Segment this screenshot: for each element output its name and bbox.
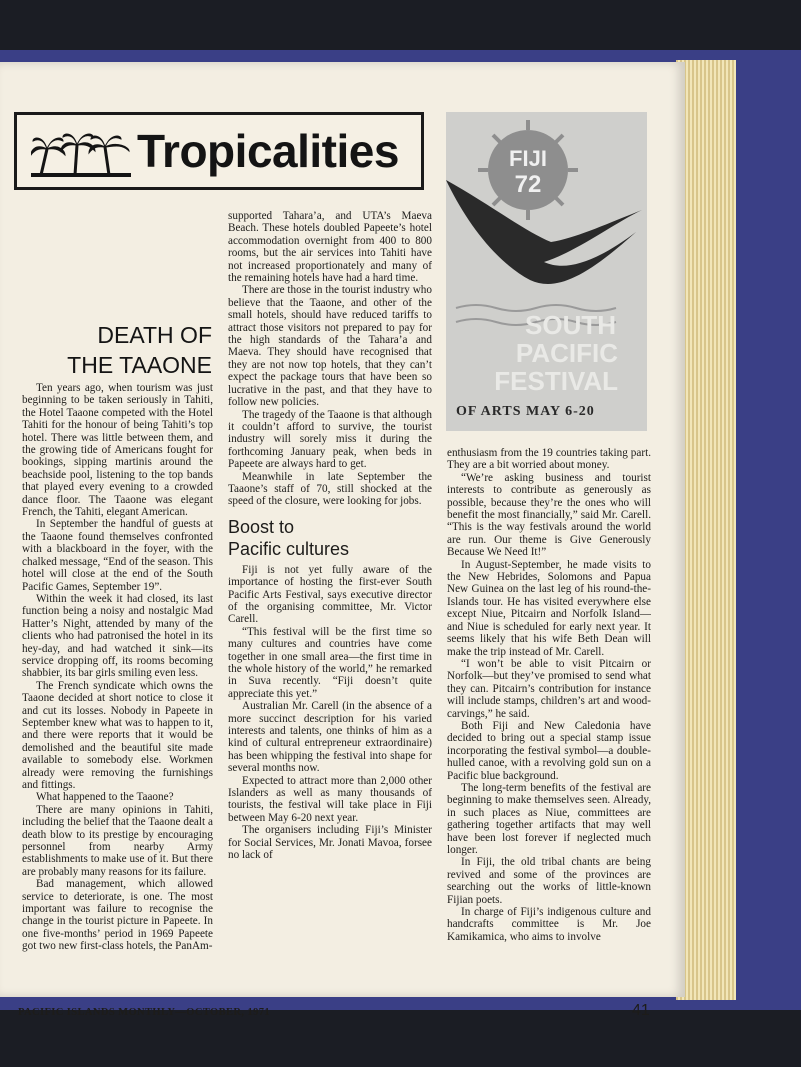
subhead-line-2: Pacific cultures — [228, 538, 350, 559]
magazine-page — [0, 62, 685, 1019]
poster-artwork — [446, 112, 647, 431]
page-number: 41 — [632, 1002, 650, 1019]
poster-line-2: PACIFIC — [515, 338, 618, 368]
paragraph: “This festival will be the first time so many cultures and countries have come together in one small area—the first time in the whole history of the world,” he remarked in Suva recently. “Fiji doesn’t quite appreciate this yet.” — [228, 625, 432, 700]
poster-sun-text-2: 72 — [514, 171, 542, 198]
article-subheading — [228, 516, 432, 560]
paragraph: Both Fiji and New Caledonia have decided to bring out a special stamp issue incorporating the festival symbol—a double-hulled canoe, with a revolving gold sun on a Pacific blue background. — [447, 719, 651, 782]
paragraph: “We’re asking business and tourist interests to contribute as generously as possible, because they’re the ones who will benefit the most financially,” said Mr. Carell. “This is the way festivals around the world are run. Our theme is Give Generously Because We Need It!” — [447, 471, 651, 559]
subhead-line-1: Boost to — [228, 516, 295, 537]
section-title: Tropicalities — [137, 125, 399, 177]
paragraph: Ten years ago, when tourism was just beginning to be taken seriously in Tahiti, the Hotel Taaone competed with the Hotel Tahiti for the honour of being Tahiti’s top hotel. There was little between them, and the growing tide of Americans fought for bookings, sipping martinis around the beachside pool, listening to the top bands that played every evening to a crowded dance floor. The Taaone was elegant French, the Tahiti, elegant American. — [22, 382, 213, 519]
paragraph: enthusiasm from the 19 countries taking part. They are a bit worried about money. — [447, 447, 651, 472]
column-3 — [447, 447, 651, 997]
paragraph: Meanwhile in late September the Taaone’s staff of 70, still shocked at the speed of the closure, were looking for jobs. — [228, 470, 432, 508]
column-2 — [228, 210, 432, 996]
palm-trees-icon — [31, 125, 131, 177]
page-edges — [676, 60, 736, 1000]
paragraph: The organisers including Fiji’s Minister for Social Services, Mr. Jonati Mavoa, forsee no lack of — [228, 824, 432, 862]
paragraph: Australian Mr. Carell (in the absence of a more succinct description for his varied interests and talents, one thinks of him as a kind of cultural entrepreneur extraordinaire) has been whipping the festival into shape for several months now. — [228, 700, 432, 775]
paragraph: Bad management, which allowed service to deteriorate, is one. The most important was failure to recognise the change in the tourist picture in Papeete. In one five-months’ period in 1969 Papeete got two new first-class hotels, the PanAm- — [22, 878, 213, 953]
paragraph: In Fiji, the old tribal chants are being revived and some of the provinces are searching out the works of little-known Fijian poets. — [447, 856, 651, 906]
poster-line-4: OF ARTS MAY 6-20 — [456, 404, 595, 419]
page-footer: PACIFIC ISLANDS MONTHLY—OCTOBER, 1971 — [18, 1007, 271, 1018]
paragraph: Within the week it had closed, its last function being a noisy and nostalgic Mad Hatter’s Night, attended by many of the clients who had patronised the hotel in its hey-day, and had watched it sink—its service dropping off, its rooms becoming shabbier, its bar girls smiling even less. — [22, 592, 213, 680]
festival-poster — [446, 112, 647, 431]
paragraph: The tragedy of the Taaone is that although it couldn’t afford to survive, the tourist industry will sorely miss it during the forthcoming January peak, when beds in Papeete are always hard to get. — [228, 408, 432, 471]
headline-line-2: THE TAAONE — [67, 352, 212, 378]
paragraph: In charge of Fiji’s indigenous culture and handcrafts committee is Mr. Joe Kamikamica, who aims to involve — [447, 906, 651, 943]
paragraph: “I won’t be able to visit Pitcairn or Norfolk—but they’ve promised to send what they can. Pitcairn’s contribution for instance will include stamps, children’s art and wood-carvings,” he said. — [447, 657, 651, 720]
sun-emblem — [478, 120, 578, 220]
headline-line-1: DEATH OF — [97, 322, 212, 348]
poster-sun-text-1: FIJI — [509, 146, 547, 171]
section-banner — [14, 112, 424, 190]
article-headline — [20, 320, 212, 380]
poster-line-3: FESTIVAL — [494, 366, 618, 396]
paragraph: The long-term benefits of the festival are beginning to make themselves seen. Already, in such places as Niue, committees are gathering together artifacts that may well have been lost forever if neglected much longer. — [447, 781, 651, 856]
paragraph: supported Tahara’a, and UTA’s Maeva Beach. These hotels doubled Papeete’s hotel accommodation overnight from 400 to 800 rooms, but the air services into Tahiti have not increased proportionately and many of the remaining hotels have had a hard time. — [228, 210, 432, 285]
paragraph: What happened to the Taaone? — [36, 791, 174, 804]
poster-line-1: SOUTH — [525, 310, 616, 340]
paragraph: In September the handful of guests at the Taaone found themselves confronted with a blackboard in the foyer, with the chalked message, “End of the season. This hotel will close at the end of the South Pacific Games, September 19”. — [22, 518, 213, 593]
column-1 — [22, 382, 213, 994]
paragraph: Fiji is not yet fully aware of the importance of hosting the first-ever South Pacific Arts Festival, says executive director of the organising committee, Mr. Victor Carell. — [228, 563, 432, 626]
paragraph: There are those in the tourist industry who believe that the Taaone, and other of the small hotels, should have reduced tariffs to attract those visitors not prepared to pay for the high standards of the Tahara’a and Maeva. They should have recognised that they are not now top hotels, that they can’t expect the package tours that have been so lucrative in the past, and that they have to follow new policies. — [228, 284, 432, 409]
paragraph: In August-September, he made visits to the New Hebrides, Solomons and Papua New Guinea on the last leg of his round-the-Islands tour. He has visited everywhere else except Niue, Pitcairn and Norfolk Island—and Niue is scheduled for early next year. It seems likely that his wife Beth Dean will make the trip instead of Mr. Carell. — [447, 558, 651, 658]
paragraph: Expected to attract more than 2,000 other Islanders as well as many thousands of tourists, the festival will take place in Fiji between May 6-20 next year. — [228, 774, 432, 824]
paragraph: There are many opinions in Tahiti, including the belief that the Taaone dealt a death blow to its prestige by encouraging personnel from nearby Army establishments to make use of it. But there are probably many reasons for its failure. — [22, 803, 213, 878]
paragraph: The French syndicate which owns the Taaone decided at short notice to close it and cut its losses. Nobody in Papeete in September knew what was to happen to it, and there were reports that it would be demolished and the beautiful site made available to somebody else. Workmen already were removing the furnishings and fittings. — [22, 679, 213, 791]
